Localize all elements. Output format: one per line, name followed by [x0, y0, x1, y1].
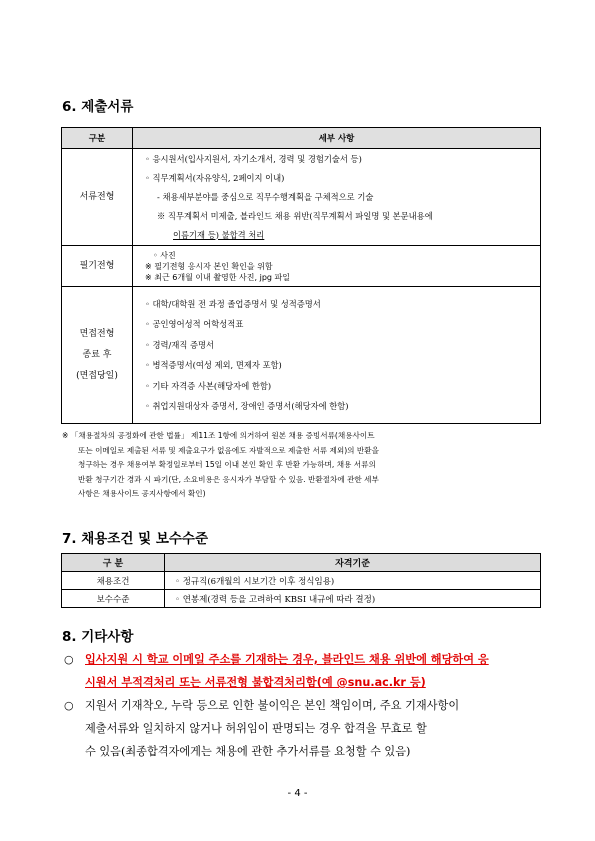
detail-line: ◦ 취업지원대상자 증명서, 장애인 증명서(해당자에 한함)	[145, 401, 349, 411]
row-label: 채용조건	[62, 572, 165, 590]
detail-line: ◦ 기타 자격증 사본(해당자에 한함)	[145, 380, 272, 391]
employment-conditions-table	[61, 553, 541, 608]
category-line: (면접당일)	[76, 370, 118, 381]
row-category: 필기전형	[62, 246, 133, 287]
row-details	[133, 246, 541, 287]
table-header-row	[62, 554, 541, 572]
section-8-heading: 8. 기타사항	[62, 629, 134, 645]
return-policy-note	[62, 429, 379, 502]
category-line: 면접전형	[79, 328, 115, 339]
header-details: 세부 사항	[133, 128, 541, 149]
detail-line: ◦ 병적증명서(여성 제외, 면제자 포함)	[145, 360, 282, 370]
section-7-heading: 7. 채용조건 및 보수수준	[62, 531, 208, 547]
detail-line: ◦ 사진	[153, 250, 176, 260]
row-details	[133, 287, 541, 424]
note-line: ※ 「채용절차의 공정화에 관한 법률」 제11조 1항에 의거하여 원본 채용 증빙서류(채용사이트	[62, 431, 375, 440]
detail-line: ◦ 대학/대학원 전 과정 졸업증명서 및 성적증명서	[145, 298, 321, 309]
detail-line: ※ 필기전형 응시자 본인 확인을 위함	[145, 261, 273, 271]
category-line: 종료 후	[82, 349, 112, 360]
detail-line: - 채용세부분야를 중심으로 직무수행계획을 구체적으로 기술	[157, 191, 374, 202]
application-error-item	[85, 694, 459, 763]
detail-line: ※ 최근 6개월 이내 촬영한 사진, jpg 파일	[145, 272, 290, 282]
row-details	[133, 149, 541, 246]
row-category	[62, 287, 133, 424]
page-number: - 4 -	[287, 788, 308, 799]
item-line: 지원서 기재착오, 누락 등으로 인한 불이익은 본인 책임이며, 주요 기재사항이	[85, 699, 460, 712]
detail-line: ◦ 직무계획서(자유양식, 2페이지 이내)	[145, 172, 285, 183]
header-criteria: 자격기준	[165, 554, 541, 572]
documents-table	[61, 127, 541, 424]
item-line: 수 있음(최종합격자에게는 채용에 관한 추가서류를 요청할 수 있음)	[85, 745, 411, 758]
warning-line: 입사지원 시 학교 이메일 주소를 기재하는 경우, 블라인드 채용 위반에 해당하여 응	[85, 653, 489, 666]
detail-line: ◦ 공인영어성적 어학성적표	[145, 319, 244, 329]
row-category: 서류전형	[62, 149, 133, 246]
row-label: 보수수준	[62, 590, 165, 608]
header-category: 구분	[62, 128, 133, 149]
detail-line: ◦ 경력/재직 증명서	[145, 339, 215, 350]
bullet-circle: ○	[64, 653, 74, 666]
table-row	[62, 287, 541, 424]
detail-line: ◦ 응시원서(입사지원서, 자기소개서, 경력 및 경험기술서 등)	[145, 153, 362, 164]
bullet-circle: ○	[64, 699, 74, 712]
note-line: 사항은 채용사이트 공지사항에서 확인)	[78, 489, 206, 498]
table-row	[62, 590, 541, 608]
note-line: 반환 청구기간 경과 시 파기(단, 소요비용은 응시자가 부담할 수 있음. 반환절차에 관한 세부	[78, 474, 379, 484]
note-line: 또는 이메일로 제출된 서류 및 제출요구가 없음에도 자발적으로 제출한 서류 제외)의 반환을	[78, 445, 379, 455]
header-category: 구 분	[62, 554, 165, 572]
warning-line: 시원서 부적격처리 또는 서류전형 불합격처리함(예 @snu.ac.kr 등)	[85, 676, 426, 689]
detail-line: 이름기재 등) 불합격 처리	[173, 229, 265, 240]
table-row	[62, 572, 541, 590]
row-value: ◦ 연봉제(경력 등을 고려하여 KBSI 내규에 따라 결정)	[165, 590, 541, 608]
email-warning-item	[85, 648, 489, 694]
table-row	[62, 246, 541, 287]
row-value: ◦ 정규직(6개월의 시보기간 이후 정식임용)	[165, 572, 541, 590]
table-header-row	[62, 128, 541, 149]
section-6-heading: 6. 제출서류	[62, 99, 134, 115]
item-line: 제출서류와 일치하지 않거나 허위임이 판명되는 경우 합격을 무효로 할	[85, 722, 427, 735]
note-line: 청구하는 경우 채용여부 확정일로부터 15일 이내 본인 확인 후 반환 가능하며, 채용 서류의	[78, 460, 376, 469]
detail-line: ※ 직무계획서 미제출, 블라인드 채용 위반(직무계획서 파일명 및 본문내용에	[157, 210, 433, 221]
table-row	[62, 149, 541, 246]
